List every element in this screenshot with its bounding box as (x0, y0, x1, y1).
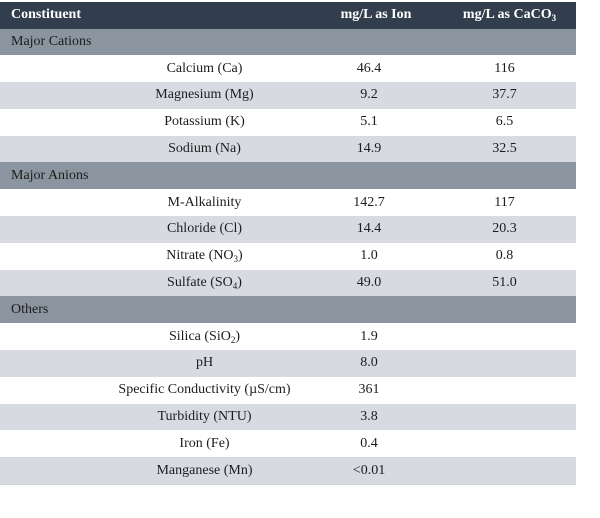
ion-value-cell: 49.0 (356, 275, 382, 291)
table-row (0, 189, 576, 216)
constituent-cell: Calcium (Ca) (166, 60, 243, 76)
caco3-value-cell: 6.5 (495, 114, 514, 130)
caco3-value-cell: 20.3 (492, 221, 517, 237)
header-mg-per-l-caco3: mg/L as CaCO$_3$ (462, 7, 557, 24)
table-row (0, 216, 576, 243)
caco3-value-cell: 116 (494, 60, 515, 76)
constituent-cell: Silica (SiO$_2$) (168, 328, 240, 345)
ion-value-cell: 361 (358, 382, 380, 398)
caco3-value-cell: 37.7 (492, 87, 517, 103)
section-major-anions (0, 162, 576, 189)
table-row (0, 377, 576, 404)
header-mg-per-l-ion: mg/L as Ion (340, 7, 412, 23)
ion-value-cell: 14.9 (356, 141, 382, 157)
table-row (0, 270, 576, 297)
header-constituent: Constituent (11, 7, 82, 23)
caco3-value-cell: 117 (494, 194, 515, 210)
ion-value-cell: 0.4 (360, 435, 378, 451)
constituent-cell: pH (195, 355, 214, 371)
constituent-cell: Manganese (Mn) (156, 462, 253, 478)
constituent-cell: Turbidity (NTU) (157, 409, 252, 425)
table-bottom-rule (0, 484, 576, 485)
constituent-cell: M-Alkalinity (167, 194, 242, 210)
section-major-cations (0, 29, 576, 56)
section-title: Major Cations (11, 33, 92, 49)
constituent-cell: Specific Conductivity (µS/cm) (118, 382, 291, 398)
table-row (0, 243, 576, 270)
ion-value-cell: 14.4 (356, 221, 382, 237)
section-title: Major Anions (11, 167, 89, 183)
constituent-cell: Nitrate $(NO_3)$ (166, 248, 243, 265)
table-header (0, 2, 576, 29)
section-others (0, 296, 576, 323)
constituent-cell: Chloride (Cl) (166, 221, 243, 237)
ion-value-cell: 5.1 (360, 114, 378, 130)
ion-value-cell: 46.4 (356, 60, 382, 76)
constituent-cell: Potassium (K) (164, 114, 245, 130)
caco3-value-cell: 32.5 (492, 141, 517, 157)
ion-value-cell: 9.2 (360, 87, 378, 103)
water-analysis-table (0, 2, 576, 484)
section-title: Others (11, 301, 49, 317)
ion-value-cell: <0.01 (352, 462, 386, 478)
table-row (0, 404, 576, 431)
constituent-cell: Magnesium (Mg) (155, 87, 254, 103)
table-row (0, 457, 576, 484)
constituent-cell: Sodium (Na) (168, 141, 241, 157)
caco3-value-cell: 51.0 (492, 275, 517, 291)
table-row (0, 55, 576, 82)
table-row (0, 430, 576, 457)
constituent-cell: Iron (Fe) (179, 435, 230, 451)
ion-value-cell: 8.0 (360, 355, 378, 371)
table-row (0, 136, 576, 163)
ion-value-cell: 3.8 (360, 409, 378, 425)
table-row (0, 323, 576, 350)
table-row (0, 82, 576, 109)
ion-value-cell: 1.9 (360, 328, 378, 344)
table-row (0, 109, 576, 136)
ion-value-cell: 142.7 (353, 194, 385, 210)
table-row (0, 350, 576, 377)
caco3-value-cell: 0.8 (495, 248, 514, 264)
constituent-cell: Sulfate $(SO_4)$ (167, 275, 242, 292)
ion-value-cell: 1.0 (360, 248, 378, 264)
